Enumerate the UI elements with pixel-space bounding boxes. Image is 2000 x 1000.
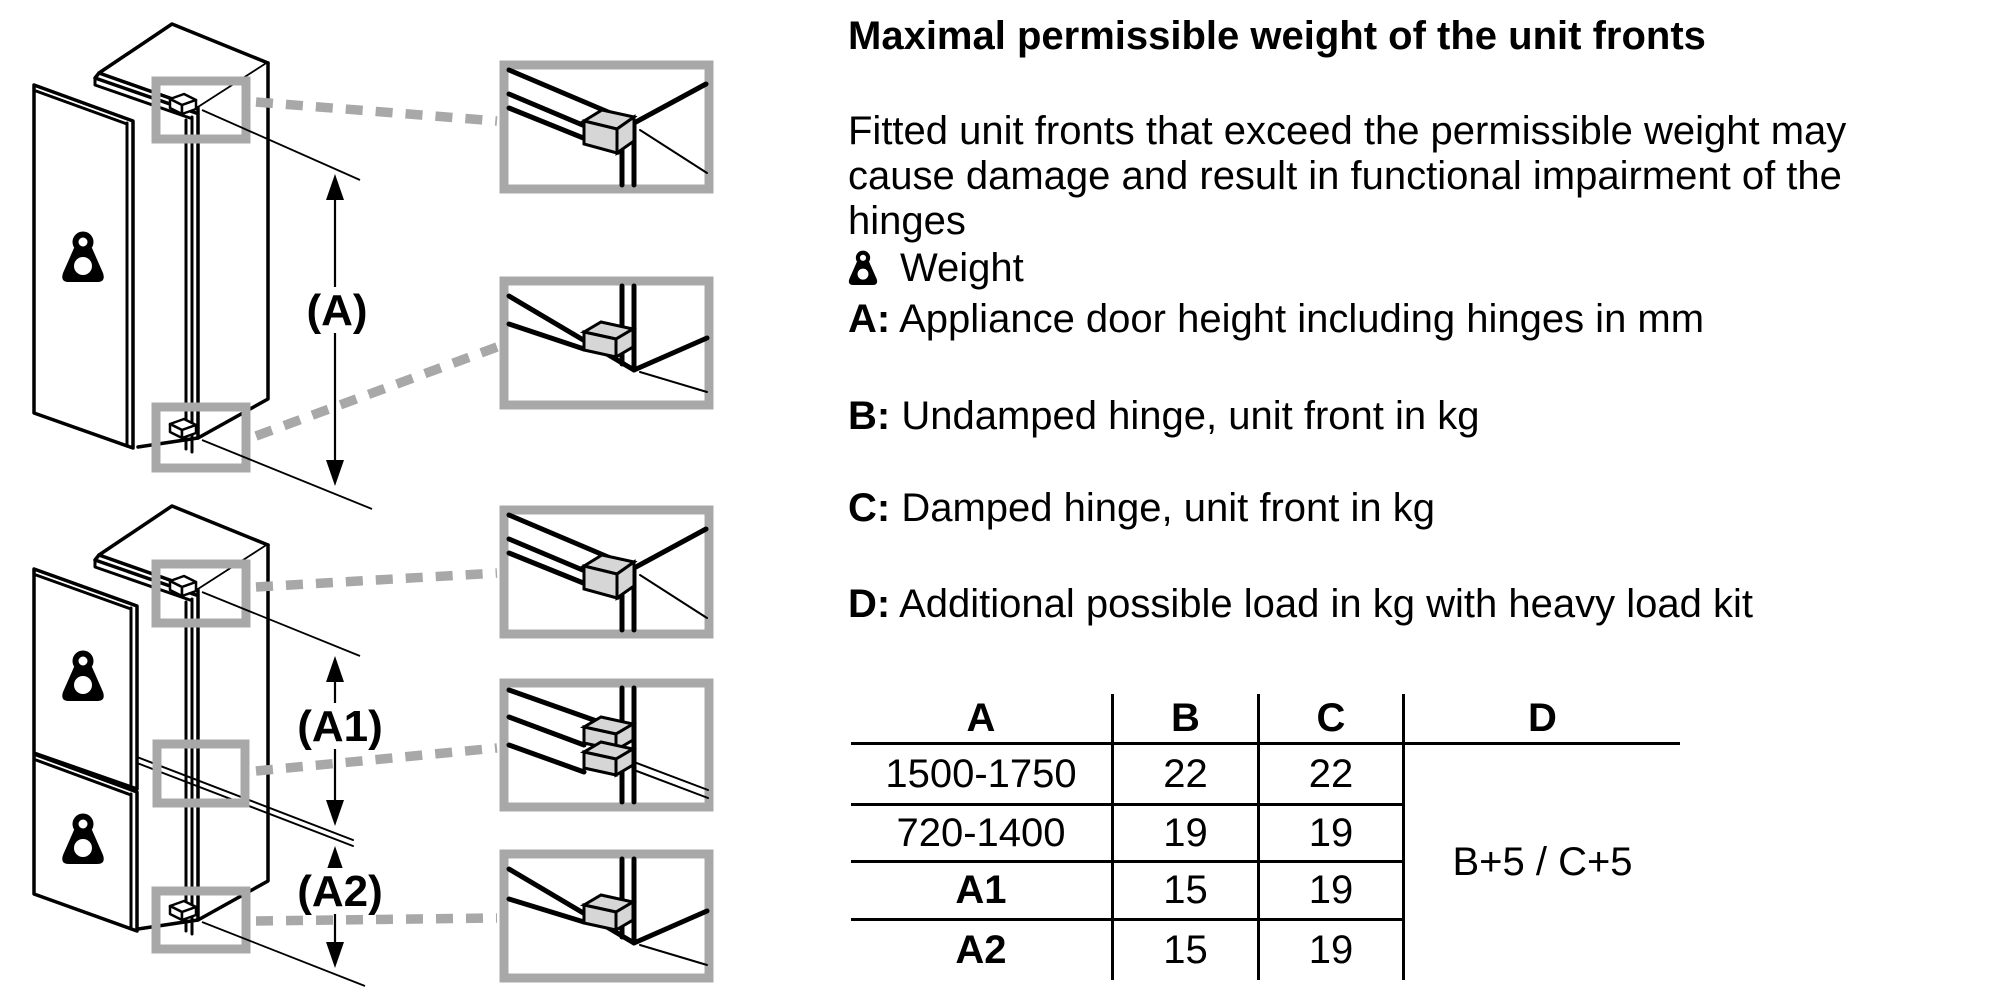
- table-cell: 19: [1260, 921, 1405, 980]
- hinge-detail-callout-5: [504, 854, 709, 978]
- dimension-label-a: (A): [306, 286, 368, 335]
- callout-dash-line: [256, 573, 497, 587]
- table-cell: 19: [1260, 863, 1405, 921]
- dimension-label-a1: (A1): [297, 702, 383, 751]
- table-cell-d-merged: B+5 / C+5: [1452, 840, 1633, 884]
- table-header-b: B: [1114, 694, 1260, 745]
- table-cell: 19: [1260, 806, 1405, 863]
- unit-front-weight-diagram: [0, 0, 760, 1000]
- paragraph-line: hinges: [848, 199, 966, 243]
- definition-b: [848, 393, 1479, 439]
- dimension-label-a2: (A2): [297, 867, 383, 916]
- top-hinge-block: [170, 576, 196, 596]
- table-cell: 1500-1750: [851, 745, 1114, 806]
- definition-d: [848, 581, 1753, 627]
- bottom-hinge-block: [170, 419, 196, 438]
- callout-dash-line: [256, 918, 497, 921]
- hinge-detail-callout-2: [504, 281, 709, 405]
- definition-a: [848, 296, 1704, 342]
- definition-text: Additional possible load in kg with heavy load kit: [890, 582, 1753, 626]
- hinge-part: [584, 322, 633, 357]
- table-cell: 22: [1260, 745, 1405, 806]
- weight-label: Weight: [900, 246, 1024, 290]
- callout-dash-line: [256, 347, 497, 436]
- hinge-part: [584, 895, 633, 930]
- table-cell: A2: [851, 921, 1114, 980]
- hinge-weight-table: [851, 694, 1680, 980]
- hinge-part: [584, 555, 634, 598]
- callout-dash-line: [256, 748, 497, 771]
- weight-icon: [848, 250, 878, 286]
- definition-text: Appliance door height including hinges in mm: [890, 297, 1705, 341]
- table-header-a: A: [851, 694, 1114, 745]
- hinge-part-lower: [584, 742, 633, 775]
- table-header-d: D: [1405, 694, 1680, 745]
- definition-key: D:: [848, 582, 891, 626]
- top-hinge-block: [170, 94, 196, 114]
- definition-key: C:: [848, 486, 891, 530]
- hinge-detail-callout-4: [504, 683, 709, 807]
- definition-text: Damped hinge, unit front in kg: [890, 486, 1435, 530]
- table-cell: 15: [1114, 921, 1260, 980]
- table-cell: A1: [851, 863, 1114, 921]
- definition-text: Undamped hinge, unit front in kg: [890, 394, 1480, 438]
- callout-dash-line: [256, 102, 497, 121]
- table-cell: 720-1400: [851, 806, 1114, 863]
- definition-key: B:: [848, 394, 891, 438]
- single-door-unit-diagram: [34, 24, 268, 452]
- table-cell: 19: [1114, 806, 1260, 863]
- page-title: Maximal permissible weight of the unit fronts: [848, 14, 1706, 58]
- definition-c: [848, 485, 1435, 531]
- hinge-part: [584, 110, 634, 153]
- table-cell: 22: [1114, 745, 1260, 806]
- hinge-detail-callout-1: [504, 65, 709, 189]
- paragraph-line: Fitted unit fronts that exceed the permissible weight may: [848, 109, 1847, 153]
- table-cell: 15: [1114, 863, 1260, 921]
- bottom-hinge-block: [170, 901, 196, 920]
- paragraph-line: cause damage and result in functional impairment of the: [848, 154, 1842, 198]
- table-header-c: C: [1260, 694, 1405, 745]
- weight-legend-line: [848, 245, 1024, 291]
- definition-key: A:: [848, 297, 891, 341]
- hinge-detail-callout-3: [504, 510, 709, 634]
